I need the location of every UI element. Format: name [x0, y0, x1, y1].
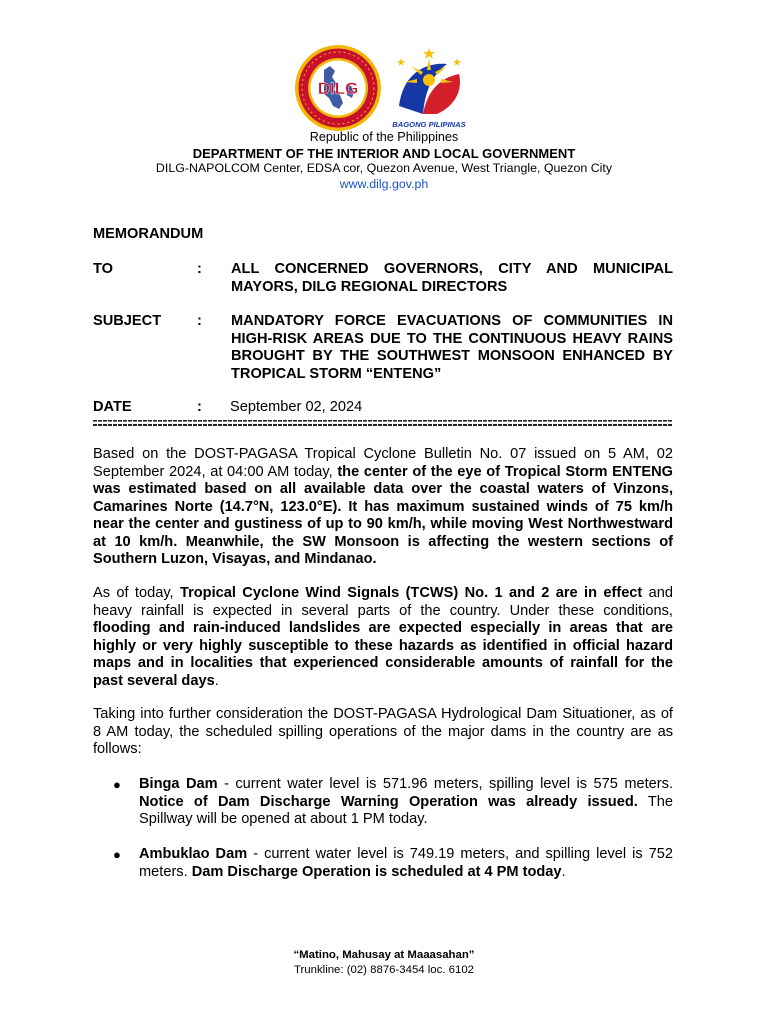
page-footer [0, 948, 768, 978]
date-field [93, 399, 673, 417]
dam-item-text [139, 776, 673, 829]
to-colon: : [197, 261, 202, 277]
text-segment: Based on the DOST-PAGASA Tropical Cyclone Bulletin No. 07 issued on 5 AM, 02 September 2024, at 04:00 AM today, [93, 446, 673, 480]
subject-colon: : [197, 313, 202, 329]
paragraph-cyclone-bulletin [93, 446, 673, 569]
department-name: DEPARTMENT OF THE INTERIOR AND LOCAL GOVERNMENT [192, 145, 576, 161]
text-segment: As of today, [93, 585, 180, 601]
to-label: TO [93, 261, 114, 277]
text-segment: . [561, 863, 566, 880]
text-segment: The Spillway will be opened at about 1 PM today. [139, 793, 673, 827]
text-segment: and heavy rainfall is expected in several parts of the country. Under these conditions, [93, 585, 673, 619]
subject-field [93, 313, 673, 383]
dam-list [93, 776, 673, 881]
dam-item-text [139, 846, 673, 881]
bold-text-segment: Notice of Dam Discharge Warning Operation was already issued. [139, 793, 638, 810]
bullet-dot: ● [113, 777, 121, 792]
website-link[interactable]: www.dilg.gov.ph [339, 176, 429, 191]
letterhead [0, 130, 768, 192]
bold-text-segment: Tropical Cyclone Wind Signals (TCWS) No. 1 and 2 are in effect [179, 585, 643, 601]
double-dash-divider [93, 418, 673, 428]
bold-text-segment: the center of the eye of Tropical Storm ENTENG was estimated based on all available data over the coastal waters of Vinzons, Camarines Norte (14.7°N, 123.0°E). It has maximum sustained winds of 75 km/h near the center and gustiness of up to 90 km/h, while moving West Northwestward at 10 km/h. Meanwhile, the SW Monsoon is affecting the western sections of Southern Luzon, Visayas, and Mindanao. [93, 463, 673, 567]
text-segment: - current water level is 571.96 meters, spilling level is 575 meters. [217, 776, 673, 792]
bold-text-segment: Ambuklao Dam [139, 846, 248, 862]
text-segment: - current water level is 749.19 meters, and spilling level is 752 meters. [139, 846, 674, 880]
memo-title: MEMORANDUM [93, 226, 204, 242]
to-value: ALL CONCERNED GOVERNORS, CITY AND MUNICIPAL MAYORS, DILG REGIONAL DIRECTORS [231, 261, 673, 295]
dam-item-ambuklao [93, 846, 673, 881]
dilg-seal-logo [294, 44, 382, 132]
subject-label: SUBJECT [93, 313, 162, 329]
bold-text-segment: flooding and rain-induced landslides are expected especially in areas that are highly or very highly susceptible to these hazards as identified in official hazard maps and in localities that experienced considerable amounts of rainfall for the past several days [93, 620, 673, 689]
date-value: September 02, 2024 [230, 399, 363, 415]
bagong-pilipinas-text: BAGONG PILIPINAS [392, 120, 466, 129]
bold-text-segment: Binga Dam [139, 776, 218, 792]
paragraph-wind-signals [93, 585, 673, 690]
text-segment: . [214, 672, 219, 689]
office-address: DILG-NAPOLCOM Center, EDSA cor, Quezon Avenue, West Triangle, Quezon City [155, 161, 613, 175]
date-label: DATE [93, 399, 132, 415]
bagong-pilipinas-logo [385, 44, 473, 132]
date-colon: : [197, 399, 202, 415]
bullet-dot: ● [113, 847, 121, 862]
footer-trunkline: Trunkline: (02) 8876-3454 loc. 6102 [293, 964, 475, 976]
republic-line: Republic of the Philippines [309, 130, 459, 144]
dam-item-binga [93, 776, 673, 829]
bold-text-segment: Dam Discharge Operation is scheduled at 4 PM today [191, 863, 562, 880]
paragraph-dam-situationer [93, 706, 673, 759]
seal-text: DILG [317, 79, 359, 98]
to-field [93, 261, 673, 296]
subject-value: MANDATORY FORCE EVACUATIONS OF COMMUNITIES IN HIGH-RISK AREAS DUE TO THE CONTINUOUS HEAVY RAINS BROUGHT BY THE SOUTHWEST MONSOON ENHANCED BY TROPICAL STORM “ENTENG” [231, 313, 673, 382]
footer-motto: “Matino, Mahusay at Maaasahan” [293, 949, 475, 961]
letterhead-logos [0, 44, 768, 132]
text-segment: Taking into further consideration the DOST-PAGASA Hydrological Dam Situationer, as of 8 AM today, the scheduled spilling operations of the major dams in the country are as follows: [93, 706, 673, 757]
